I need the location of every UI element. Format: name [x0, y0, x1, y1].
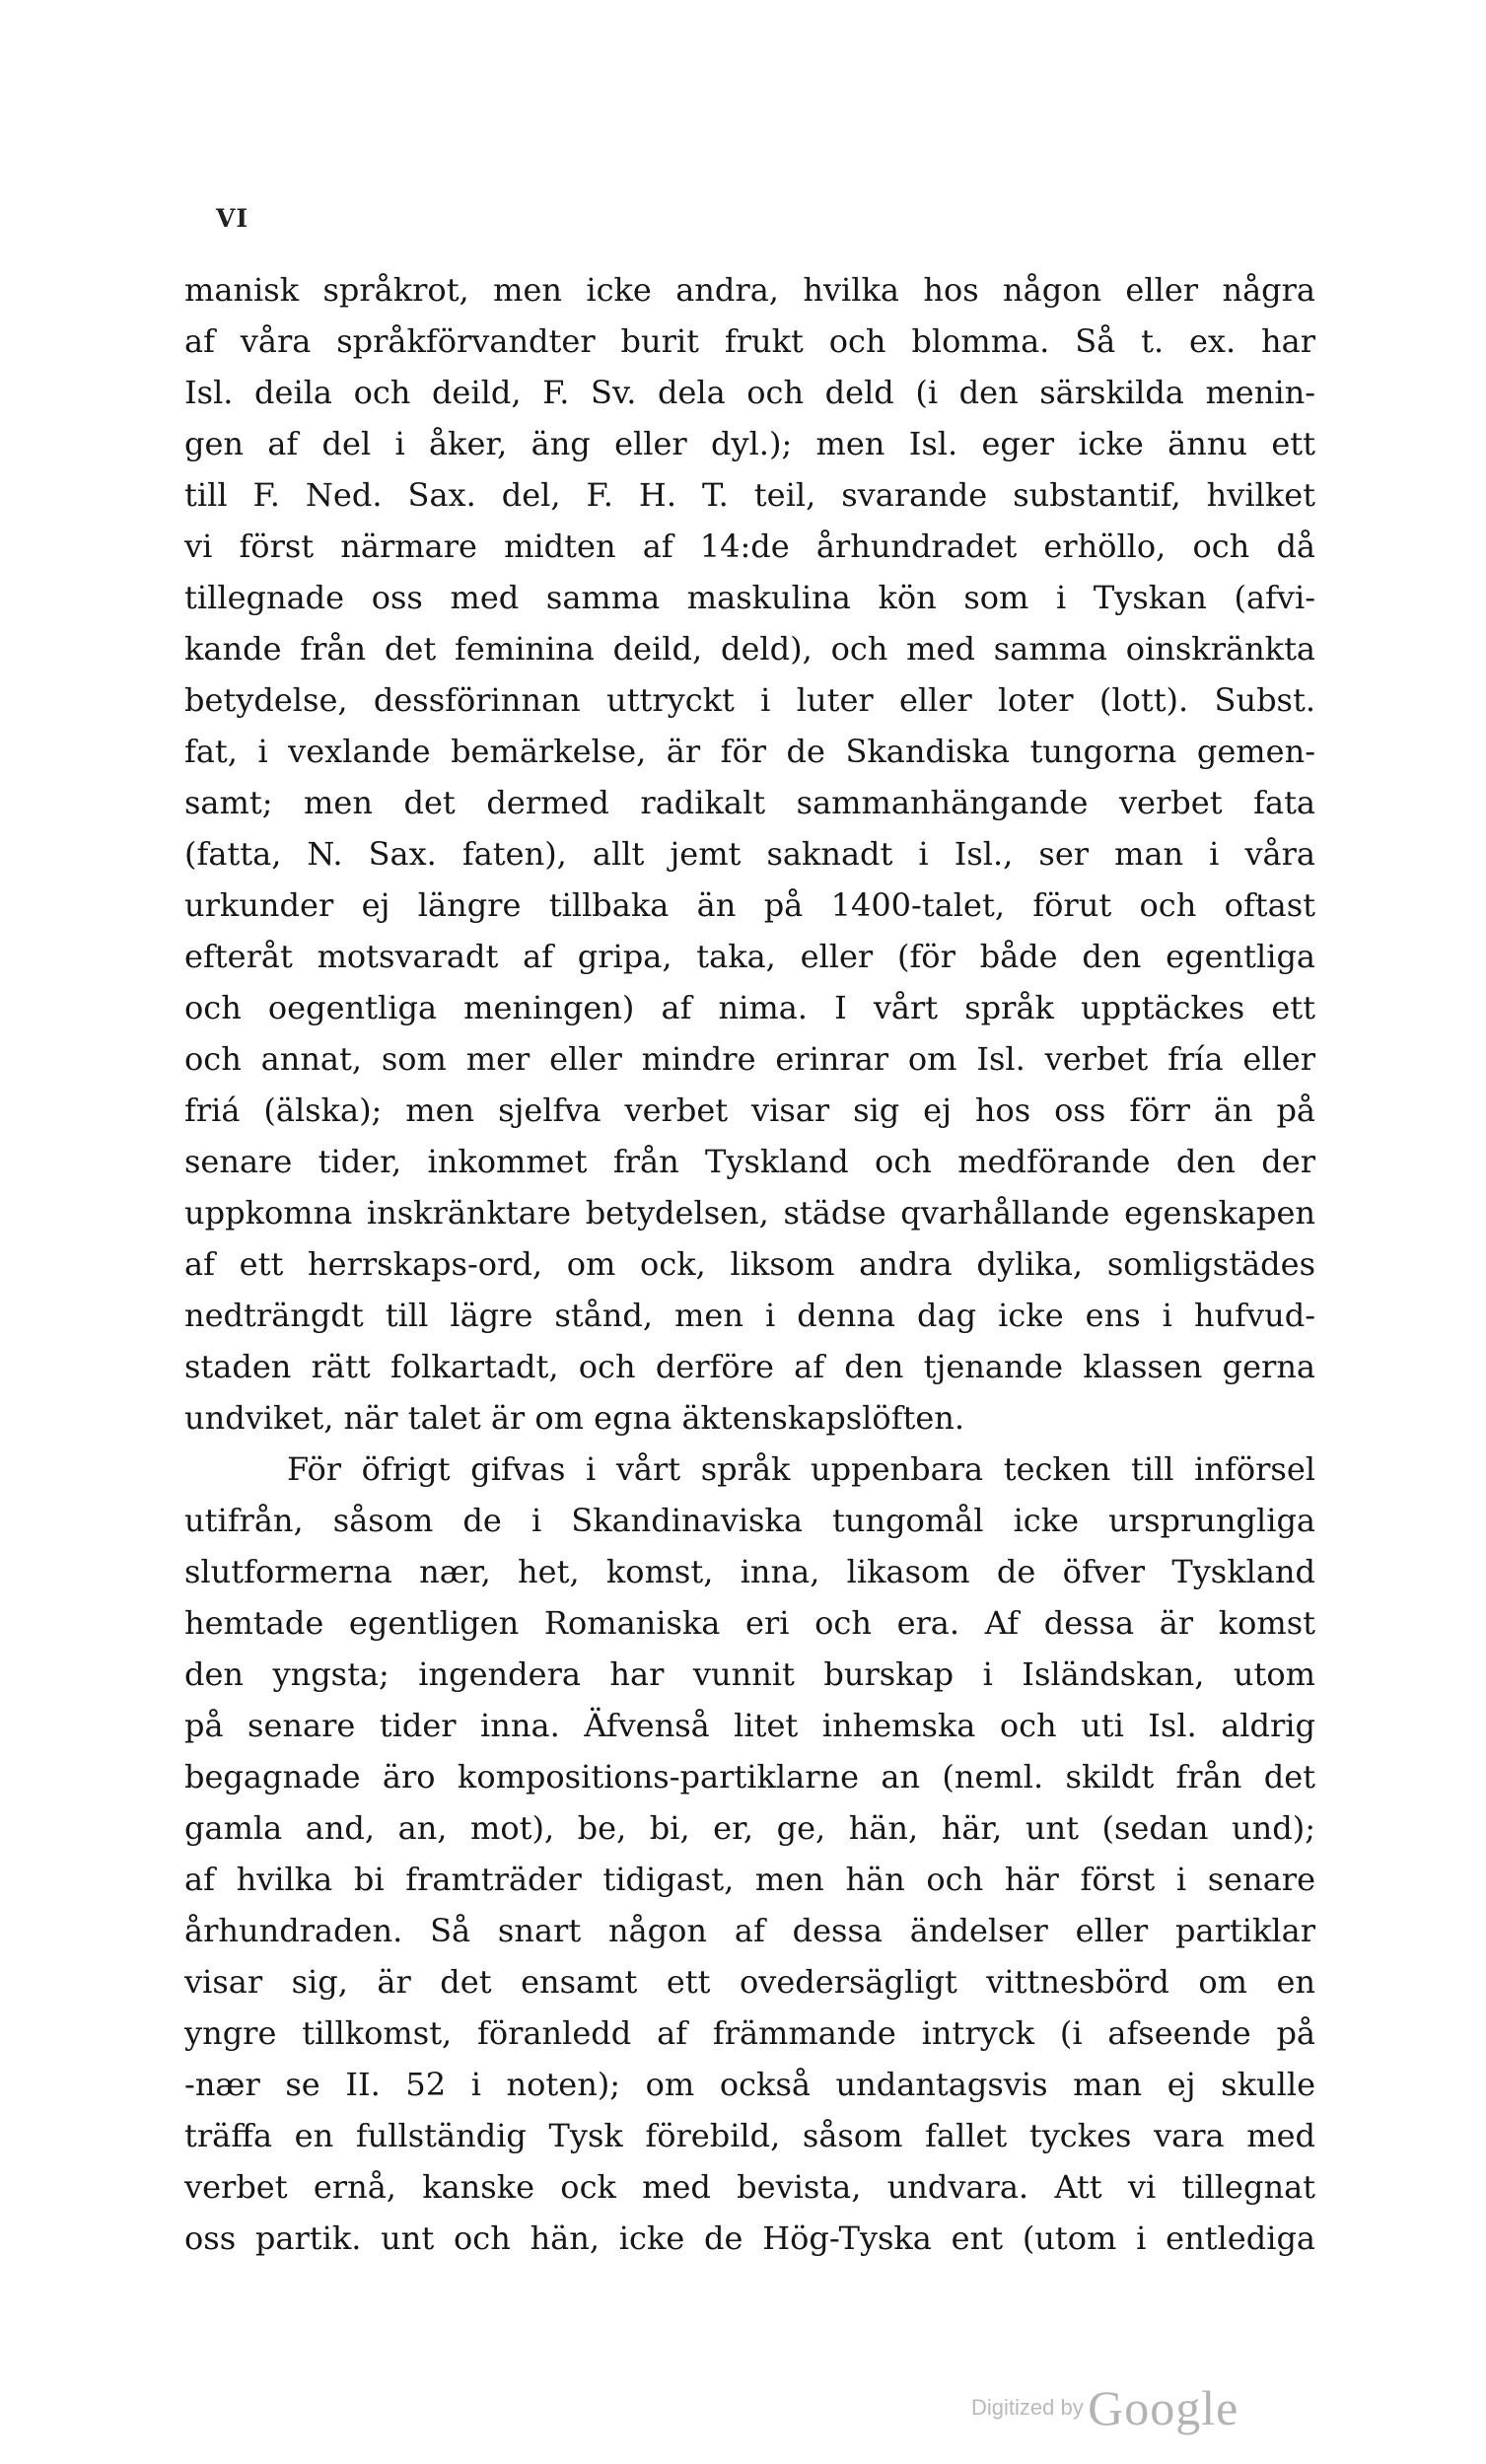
text-line: urkunder ej längre tillbaka än på 1400-talet, förut och oftast — [184, 886, 1315, 924]
text-line: betydelse, dessförinnan uttryckt i luter eller loter (lott). Subst. — [184, 681, 1315, 719]
text-line: efteråt motsvaradt af gripa, taka, eller (för både den egentliga — [184, 938, 1315, 975]
text-line: träffa en fullständig Tysk förebild, såsom fallet tyckes vara med — [184, 2117, 1315, 2154]
text-line: på senare tider inna. Äfvenså litet inhemska och uti Isl. aldrig — [184, 1707, 1315, 1744]
text-line: tillegnade oss med samma maskulina kön som i Tyskan (afvi- — [184, 579, 1315, 616]
text-line: och oegentliga meningen) af nima. I vårt språk upptäckes ett — [184, 989, 1315, 1026]
text-line: undviket, när talet är om egna äktenskapslöften. — [184, 1399, 965, 1437]
google-logo: Google — [1088, 2380, 1239, 2435]
text-line: yngre tillkomst, föranledd af främmande intryck (i afseende på — [184, 2014, 1315, 2052]
text-line: Isl. deila och deild, F. Sv. dela och deld (i den särskilda menin- — [184, 374, 1315, 411]
text-line: kande från det feminina deild, deld), och med samma oinskränkta — [184, 630, 1315, 668]
text-line: visar sig, är det ensamt ett ovedersägligt vittnesbörd om en — [184, 1963, 1315, 2001]
text-line: af hvilka bi framträder tidigast, men hän och här först i senare — [184, 1861, 1315, 1898]
text-line: oss partik. unt och hän, icke de Hög-Tyska ent (utom i entlediga — [184, 2219, 1315, 2257]
text-line: samt; men det dermed radikalt sammanhängande verbet fata — [184, 784, 1315, 821]
text-line: hemtade egentligen Romaniska eri och era. Af dessa är komst — [184, 1604, 1315, 1642]
paragraph — [184, 1443, 1315, 2264]
text-line: verbet ernå, kanske ock med bevista, undvara. Att vi tillegnat — [184, 2168, 1315, 2206]
text-line: utifrån, såsom de i Skandinaviska tungomål icke ursprungliga — [184, 1502, 1315, 1539]
text-line: friá (älska); men sjelfva verbet visar sig ej hos oss förr än på — [184, 1091, 1315, 1129]
text-line: gamla and, an, mot), be, bi, er, ge, hän, här, unt (sedan und); — [184, 1809, 1315, 1847]
text-line: -nær se II. 52 i noten); om också undantagsvis man ej skulle — [184, 2066, 1315, 2103]
text-line: den yngsta; ingendera har vunnit burskap i Isländskan, utom — [184, 1655, 1315, 1693]
text-line: af ett herrskaps-ord, om ock, liksom andra dylika, somligstädes — [184, 1245, 1315, 1283]
text-line: nedträngdt till lägre stånd, men i denna dag icke ens i hufvud- — [184, 1297, 1315, 1334]
text-line: senare tider, inkommet från Tyskland och medförande den der — [184, 1143, 1315, 1180]
digitized-by-label: Digitized by — [971, 2395, 1084, 2420]
page-number: VI — [216, 204, 249, 233]
text-line: staden rätt folkartadt, och derföre af den tjenande klassen gerna — [184, 1348, 1315, 1385]
text-line: uppkomna inskränktare betydelsen, städse qvarhållande egenskapen — [184, 1194, 1315, 1232]
text-line: begagnade äro kompositions-partiklarne an (neml. skildt från det — [184, 1758, 1315, 1795]
paragraph — [184, 264, 1315, 1443]
text-line: gen af del i åker, äng eller dyl.); men Isl. eger icke ännu ett — [184, 425, 1315, 462]
text-line: (fatta, N. Sax. faten), allt jemt saknadt i Isl., ser man i våra — [184, 835, 1315, 873]
text-line: af våra språkförvandter burit frukt och blomma. Så t. ex. har — [184, 322, 1315, 360]
text-line: slutformerna nær, het, komst, inna, likasom de öfver Tyskland — [184, 1553, 1315, 1590]
text-line: århundraden. Så snart någon af dessa ändelser eller partiklar — [184, 1912, 1315, 1949]
text-line: fat, i vexlande bemärkelse, är för de Skandiska tungorna gemen- — [184, 733, 1315, 770]
text-line: till F. Ned. Sax. del, F. H. T. teil, svarande substantif, hvilket — [184, 476, 1315, 514]
text-line: vi först närmare midten af 14:de århundradet erhöllo, och då — [184, 528, 1315, 565]
text-line: och annat, som mer eller mindre erinrar om Isl. verbet fría eller — [184, 1040, 1315, 1078]
text-line: manisk språkrot, men icke andra, hvilka hos någon eller några — [184, 271, 1315, 309]
digitized-by-watermark — [971, 2379, 1238, 2436]
body-text — [184, 264, 1315, 2264]
text-line: För öfrigt gifvas i vårt språk uppenbara tecken till införsel — [287, 1450, 1315, 1488]
